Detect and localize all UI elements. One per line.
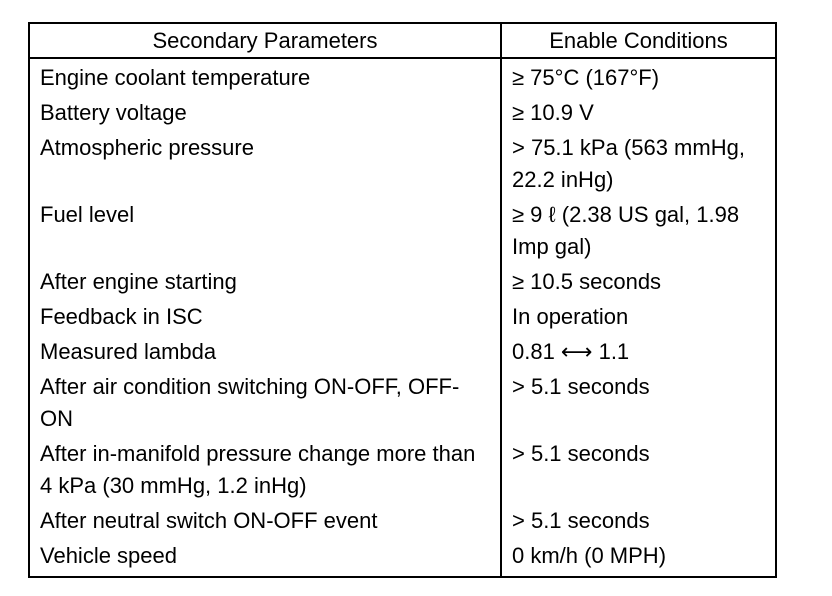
parameter-cell: Vehicle speed: [29, 539, 501, 577]
table-row: [29, 539, 776, 577]
enable-conditions-table: [28, 22, 777, 578]
table-row: [29, 58, 776, 96]
parameter-cell: Atmospheric pressure: [29, 131, 501, 198]
condition-cell: > 5.1 seconds: [501, 437, 776, 504]
column-header-secondary-parameters: Secondary Parameters: [29, 23, 501, 58]
condition-cell: ≥ 10.5 seconds: [501, 265, 776, 300]
parameter-cell: After air condition switching ON-OFF, OFF-ON: [29, 370, 501, 437]
condition-cell: > 5.1 seconds: [501, 504, 776, 539]
condition-cell: In operation: [501, 300, 776, 335]
parameter-cell: Feedback in ISC: [29, 300, 501, 335]
parameter-cell: After engine starting: [29, 265, 501, 300]
table-header-row: [29, 23, 776, 58]
column-header-enable-conditions: Enable Conditions: [501, 23, 776, 58]
parameter-cell: Battery voltage: [29, 96, 501, 131]
table-row: [29, 335, 776, 370]
condition-cell: > 75.1 kPa (563 mmHg, 22.2 inHg): [501, 131, 776, 198]
parameter-cell: After in-manifold pressure change more than 4 kPa (30 mmHg, 1.2 inHg): [29, 437, 501, 504]
table-row: [29, 96, 776, 131]
condition-cell: > 5.1 seconds: [501, 370, 776, 437]
condition-cell: 0.81 ⟷ 1.1: [501, 335, 776, 370]
table-row: [29, 504, 776, 539]
parameter-cell: Engine coolant temperature: [29, 58, 501, 96]
condition-cell: ≥ 10.9 V: [501, 96, 776, 131]
condition-cell: ≥ 9 ℓ (2.38 US gal, 1.98 Imp gal): [501, 198, 776, 265]
condition-cell: 0 km/h (0 MPH): [501, 539, 776, 577]
table-row: [29, 131, 776, 198]
table-row: [29, 437, 776, 504]
table-row: [29, 370, 776, 437]
table-row: [29, 300, 776, 335]
parameter-cell: Measured lambda: [29, 335, 501, 370]
condition-cell: ≥ 75°C (167°F): [501, 58, 776, 96]
table-row: [29, 265, 776, 300]
parameter-cell: Fuel level: [29, 198, 501, 265]
parameter-cell: After neutral switch ON-OFF event: [29, 504, 501, 539]
table-row: [29, 198, 776, 265]
